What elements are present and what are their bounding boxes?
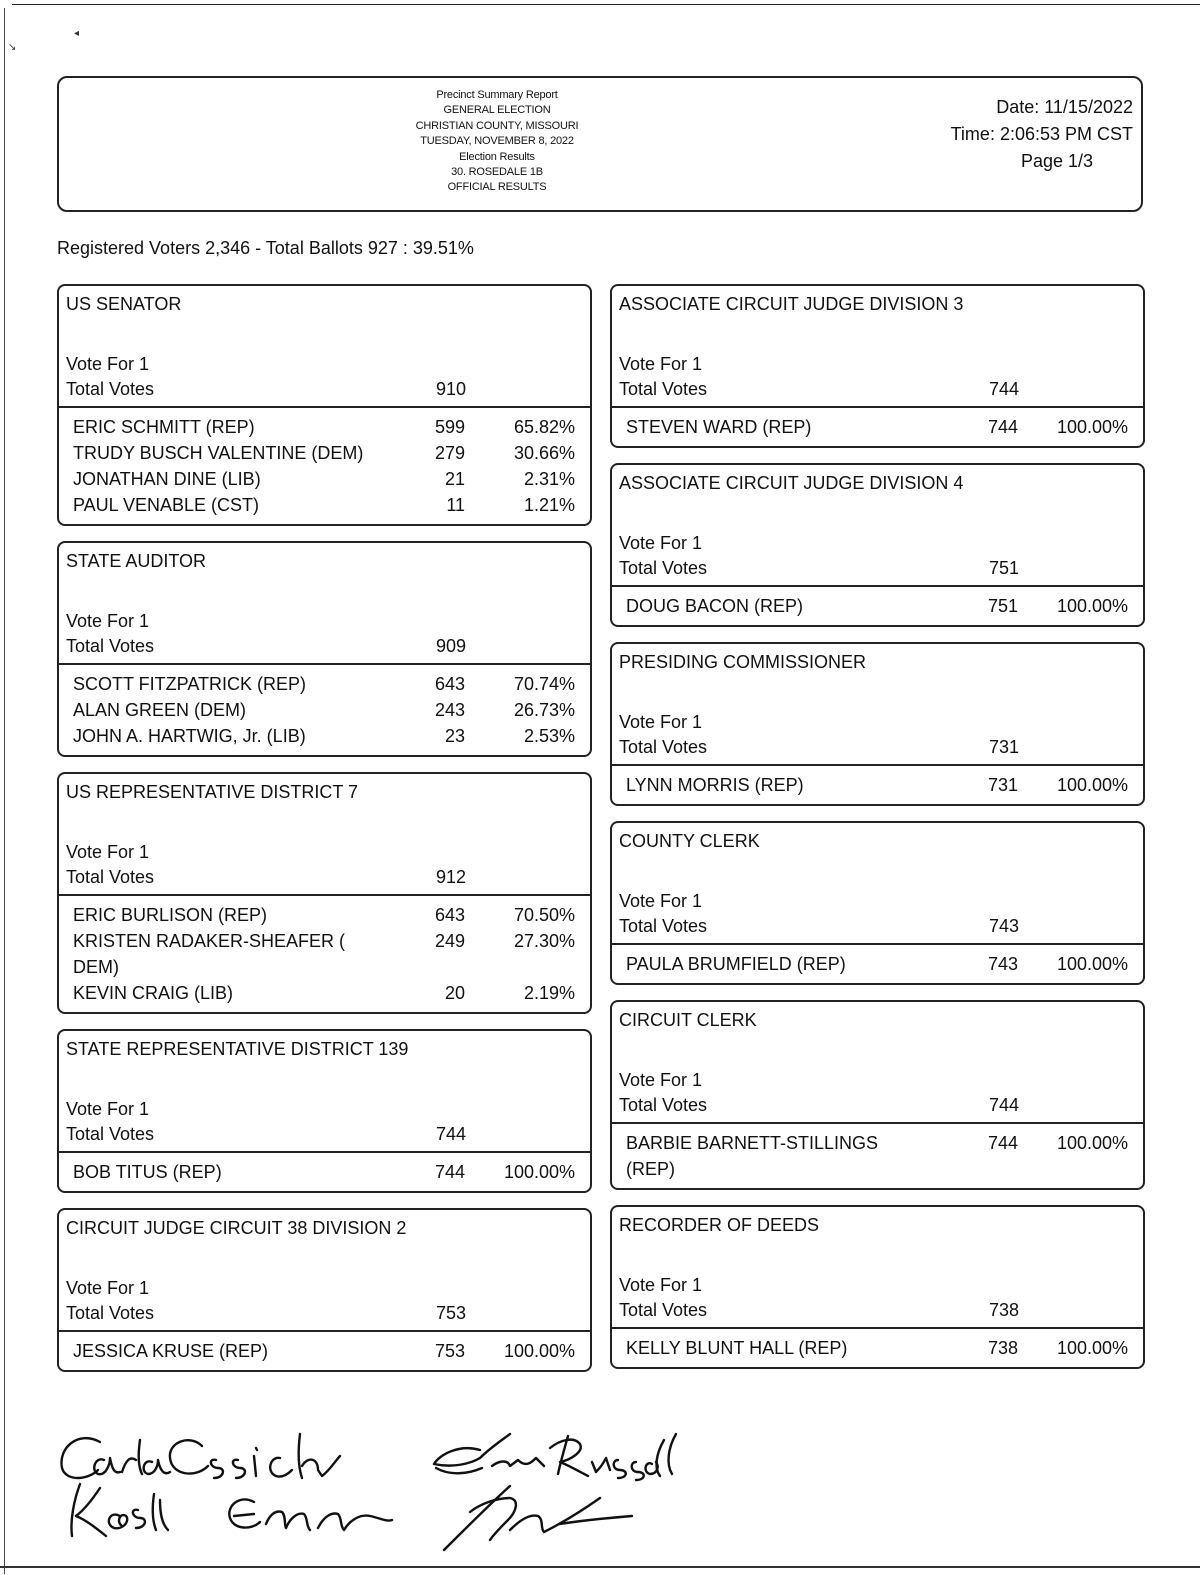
- candidate-percent: 2.19%: [523, 983, 575, 1003]
- candidate-name: BARBIE BARNETT-STILLINGS (REP): [626, 1133, 879, 1179]
- candidate-name: KEVIN CRAIG (LIB): [73, 983, 234, 1003]
- candidate-percent: 2.53%: [523, 726, 575, 746]
- candidate-name: PAULA BRUMFIELD (REP): [626, 954, 846, 974]
- candidate-name: JOHN A. HARTWIG, Jr. (LIB): [73, 726, 306, 746]
- candidate-votes: 20: [444, 983, 465, 1003]
- vote-for-label: Vote For 1: [619, 354, 703, 374]
- candidate-votes: 744: [434, 1162, 465, 1182]
- candidate-name: STEVEN WARD (REP): [626, 417, 812, 437]
- left-contest-column: [57, 284, 592, 1387]
- total-votes-label: Total Votes: [66, 1303, 155, 1323]
- total-votes-value: 751: [988, 558, 1019, 578]
- candidate-row: [73, 414, 576, 440]
- candidate-votes: 731: [987, 775, 1018, 795]
- candidate-list: [612, 766, 1143, 804]
- vote-for-label: Vote For 1: [66, 354, 150, 374]
- candidate-row: [73, 1338, 576, 1364]
- vote-for-row: [66, 1276, 584, 1301]
- candidate-list: [59, 1332, 590, 1370]
- contest-header: [59, 1031, 590, 1149]
- candidate-name: ERIC BURLISON (REP): [73, 905, 268, 925]
- contest-box: [57, 1029, 592, 1193]
- candidate-percent: 100.00%: [503, 1341, 575, 1361]
- candidate-percent: 70.74%: [513, 674, 575, 694]
- total-votes-value: 912: [435, 867, 466, 887]
- total-votes-row: [66, 1122, 584, 1147]
- candidate-name: DOUG BACON (REP): [626, 596, 804, 616]
- candidate-percent: 1.21%: [523, 495, 575, 515]
- total-votes-row: [66, 1301, 584, 1326]
- total-votes-row: [619, 377, 1137, 402]
- total-votes-row: [66, 377, 584, 402]
- candidate-row: [73, 492, 576, 518]
- contest-title: CIRCUIT JUDGE CIRCUIT 38 DIVISION 2: [66, 1218, 407, 1238]
- candidate-row: [73, 697, 576, 723]
- page-number: Page 1/3: [1020, 151, 1093, 171]
- candidate-votes: 23: [444, 726, 465, 746]
- total-votes-value: 743: [988, 916, 1019, 936]
- contest-title: STATE REPRESENTATIVE DISTRICT 139: [66, 1039, 409, 1059]
- contest-title: COUNTY CLERK: [619, 831, 760, 851]
- candidate-votes: 279: [434, 443, 465, 463]
- report-title-line: Precinct Summary Report: [436, 89, 558, 101]
- candidate-list: [59, 1153, 590, 1191]
- candidate-name: ERIC SCHMITT (REP): [73, 417, 255, 437]
- candidate-row: [73, 980, 576, 1006]
- candidate-list: [612, 408, 1143, 446]
- contest-header: [59, 774, 590, 892]
- total-votes-value: 738: [988, 1300, 1019, 1320]
- vote-for-label: Vote For 1: [619, 891, 703, 911]
- candidate-votes: 599: [434, 417, 465, 437]
- total-votes-value: 731: [988, 737, 1019, 757]
- vote-for-label: Vote For 1: [619, 712, 703, 732]
- contest-title: US SENATOR: [66, 294, 182, 314]
- contest-box: [57, 541, 592, 757]
- contest-box: [57, 1208, 592, 1372]
- candidate-name: KRISTEN RADAKER-SHEAFER ( DEM): [73, 931, 346, 977]
- candidate-name: ALAN GREEN (DEM): [73, 700, 247, 720]
- vote-for-label: Vote For 1: [66, 842, 150, 862]
- candidate-name: JESSICA KRUSE (REP): [73, 1341, 269, 1361]
- total-votes-value: 753: [435, 1303, 466, 1323]
- contest-box: [610, 1205, 1145, 1369]
- candidate-list: [612, 1124, 1143, 1188]
- candidate-name: KELLY BLUNT HALL (REP): [626, 1338, 848, 1358]
- candidate-list: [59, 665, 590, 755]
- candidate-name: BOB TITUS (REP): [73, 1162, 222, 1182]
- total-votes-label: Total Votes: [619, 1095, 708, 1115]
- vote-for-row: [66, 1097, 584, 1122]
- contest-title: PRESIDING COMMISSIONER: [619, 652, 867, 672]
- contest-header: [612, 286, 1143, 404]
- candidate-percent: 100.00%: [1056, 1338, 1128, 1358]
- contest-header: [612, 823, 1143, 941]
- candidate-votes: 243: [434, 700, 465, 720]
- report-title-line: Election Results: [459, 150, 535, 163]
- candidate-percent: 27.30%: [513, 931, 575, 951]
- candidate-votes: 738: [987, 1338, 1018, 1358]
- candidate-row: [626, 772, 1129, 798]
- contest-title: CIRCUIT CLERK: [619, 1010, 757, 1030]
- contest-box: [610, 642, 1145, 806]
- report-title-line: 30. ROSEDALE 1B: [451, 166, 543, 179]
- contest-box: [610, 463, 1145, 627]
- total-votes-label: Total Votes: [619, 558, 708, 578]
- total-votes-value: 909: [435, 636, 466, 656]
- contest-title: ASSOCIATE CIRCUIT JUDGE DIVISION 4: [619, 473, 964, 493]
- report-date: Date: 11/15/2022: [996, 97, 1133, 117]
- candidate-votes: 21: [444, 469, 465, 489]
- total-votes-row: [619, 1298, 1137, 1323]
- vote-for-row: [619, 889, 1137, 914]
- report-title-line: OFFICIAL RESULTS: [447, 181, 547, 194]
- contest-title: STATE AUDITOR: [66, 551, 207, 571]
- candidate-percent: 100.00%: [1056, 1133, 1128, 1153]
- right-contest-column: [610, 284, 1145, 1384]
- contest-header: [612, 1002, 1143, 1120]
- total-votes-row: [619, 735, 1137, 760]
- contest-header: [612, 1207, 1143, 1325]
- candidate-row: [73, 928, 576, 980]
- candidate-votes: 744: [987, 417, 1018, 437]
- contest-header: [59, 286, 590, 404]
- candidate-votes: 643: [434, 905, 465, 925]
- candidate-percent: 30.66%: [513, 443, 575, 463]
- handwritten-signatures: [40, 1420, 700, 1570]
- candidate-list: [612, 1329, 1143, 1367]
- contest-box: [610, 821, 1145, 985]
- vote-for-row: [66, 352, 584, 377]
- vote-for-label: Vote For 1: [66, 1278, 150, 1298]
- candidate-percent: 26.73%: [513, 700, 575, 720]
- contest-box: [610, 284, 1145, 448]
- candidate-votes: 753: [434, 1341, 465, 1361]
- contest-header: [59, 543, 590, 661]
- report-title-line: GENERAL ELECTION: [443, 104, 551, 117]
- candidate-votes: 744: [987, 1133, 1018, 1153]
- total-votes-value: 910: [435, 379, 466, 399]
- scan-speck: ↘: [8, 42, 17, 53]
- total-votes-label: Total Votes: [66, 636, 155, 656]
- contest-title: ASSOCIATE CIRCUIT JUDGE DIVISION 3: [619, 294, 964, 314]
- total-votes-value: 744: [435, 1124, 466, 1144]
- total-votes-label: Total Votes: [66, 1124, 155, 1144]
- report-title-block: [399, 88, 595, 196]
- candidate-row: [73, 1159, 576, 1185]
- report-title-line: CHRISTIAN COUNTY, MISSOURI: [415, 119, 579, 132]
- total-votes-label: Total Votes: [66, 379, 155, 399]
- candidate-row: [626, 951, 1129, 977]
- candidate-percent: 100.00%: [1056, 596, 1128, 616]
- vote-for-row: [619, 1068, 1137, 1093]
- candidate-row: [73, 440, 576, 466]
- page-edge: [12, 4, 1200, 5]
- vote-for-row: [619, 531, 1137, 556]
- signatures: [40, 1420, 700, 1570]
- candidate-list: [59, 896, 590, 1012]
- report-meta: [951, 94, 1133, 175]
- vote-for-label: Vote For 1: [66, 611, 150, 631]
- candidate-name: JONATHAN DINE (LIB): [73, 469, 261, 489]
- page-edge: [4, 8, 5, 1574]
- total-votes-value: 744: [988, 1095, 1019, 1115]
- total-votes-row: [66, 865, 584, 890]
- candidate-row: [626, 593, 1129, 619]
- candidate-name: TRUDY BUSCH VALENTINE (DEM): [73, 443, 364, 463]
- contest-box: [57, 772, 592, 1014]
- candidate-row: [626, 1130, 1129, 1182]
- candidate-percent: 100.00%: [1056, 954, 1128, 974]
- candidate-name: PAUL VENABLE (CST): [73, 495, 260, 515]
- total-votes-row: [619, 1093, 1137, 1118]
- candidate-percent: 100.00%: [503, 1162, 575, 1182]
- total-votes-label: Total Votes: [619, 1300, 708, 1320]
- contest-header: [59, 1210, 590, 1328]
- candidate-list: [59, 408, 590, 524]
- contest-title: RECORDER OF DEEDS: [619, 1215, 820, 1235]
- candidate-percent: 100.00%: [1056, 775, 1128, 795]
- report-header: [57, 76, 1143, 212]
- contest-header: [612, 644, 1143, 762]
- candidate-percent: 65.82%: [513, 417, 575, 437]
- total-votes-label: Total Votes: [619, 379, 708, 399]
- total-votes-value: 744: [988, 379, 1019, 399]
- candidate-votes: 743: [987, 954, 1018, 974]
- turnout-summary: Registered Voters 2,346 - Total Ballots 927 : 39.51%: [57, 238, 474, 258]
- vote-for-row: [66, 840, 584, 865]
- candidate-votes: 249: [434, 931, 465, 951]
- vote-for-label: Vote For 1: [619, 1070, 703, 1090]
- candidate-row: [73, 902, 576, 928]
- contest-title: US REPRESENTATIVE DISTRICT 7: [66, 782, 359, 802]
- contest-box: [610, 1000, 1145, 1190]
- vote-for-row: [619, 352, 1137, 377]
- candidate-name: SCOTT FITZPATRICK (REP): [73, 674, 306, 694]
- total-votes-row: [619, 914, 1137, 939]
- candidate-percent: 100.00%: [1056, 417, 1128, 437]
- vote-for-row: [619, 1273, 1137, 1298]
- scan-speck: ◂: [74, 28, 80, 39]
- vote-for-row: [66, 609, 584, 634]
- candidate-row: [73, 723, 576, 749]
- candidate-percent: 70.50%: [513, 905, 575, 925]
- candidate-votes: 751: [987, 596, 1018, 616]
- candidate-row: [73, 466, 576, 492]
- vote-for-label: Vote For 1: [619, 533, 703, 553]
- vote-for-label: Vote For 1: [66, 1099, 150, 1119]
- contest-header: [612, 465, 1143, 583]
- candidate-list: [612, 587, 1143, 625]
- report-title-line: TUESDAY, NOVEMBER 8, 2022: [420, 135, 574, 148]
- total-votes-row: [619, 556, 1137, 581]
- candidate-percent: 2.31%: [523, 469, 575, 489]
- vote-for-label: Vote For 1: [619, 1275, 703, 1295]
- candidate-votes: 11: [446, 495, 465, 515]
- total-votes-label: Total Votes: [619, 916, 708, 936]
- candidate-votes: 643: [434, 674, 465, 694]
- total-votes-label: Total Votes: [66, 867, 155, 887]
- candidate-row: [626, 414, 1129, 440]
- candidate-row: [73, 671, 576, 697]
- total-votes-label: Total Votes: [619, 737, 708, 757]
- total-votes-row: [66, 634, 584, 659]
- candidate-list: [612, 945, 1143, 983]
- vote-for-row: [619, 710, 1137, 735]
- candidate-name: LYNN MORRIS (REP): [626, 775, 804, 795]
- contest-box: [57, 284, 592, 526]
- candidate-row: [626, 1335, 1129, 1361]
- report-time: Time: 2:06:53 PM CST: [950, 124, 1133, 144]
